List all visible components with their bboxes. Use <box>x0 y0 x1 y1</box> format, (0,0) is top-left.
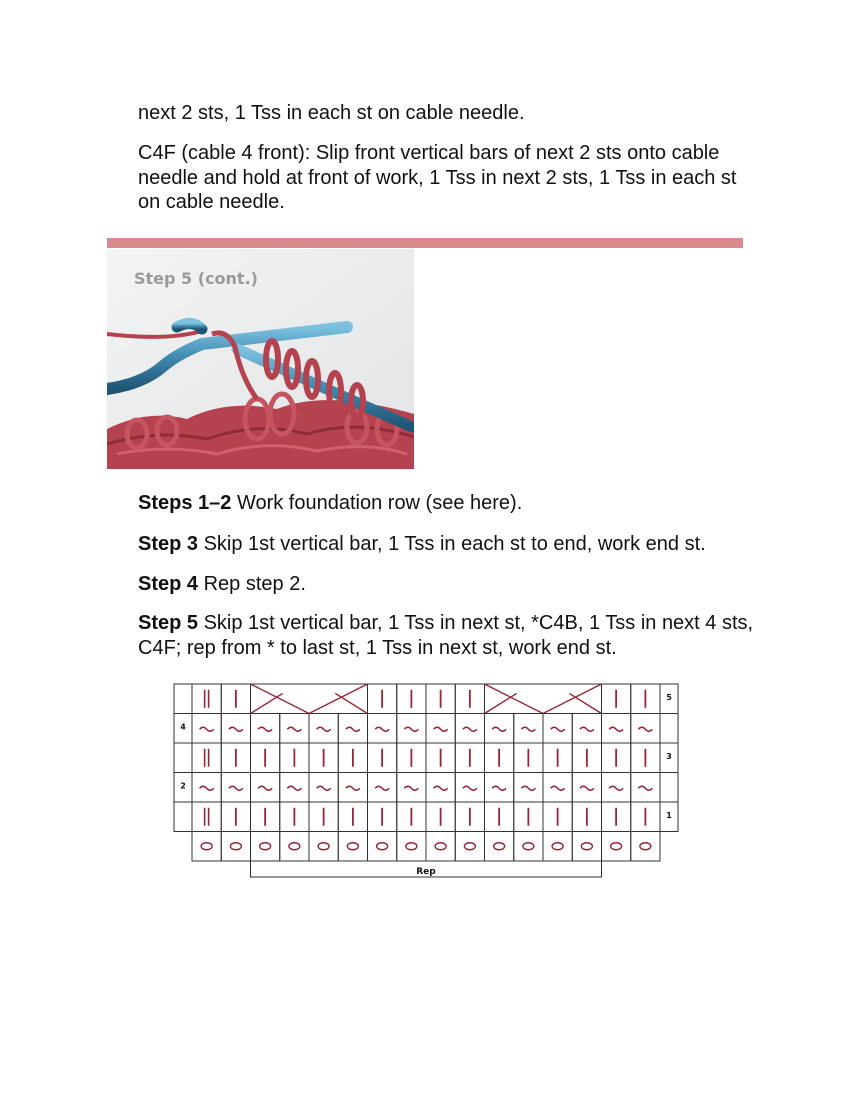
return-pass-symbol <box>404 786 418 790</box>
chain-symbol <box>552 843 563 850</box>
row-number-cell <box>660 773 678 803</box>
chain-symbol <box>464 843 475 850</box>
repeat-label: Rep <box>416 867 436 877</box>
chain-symbol <box>347 843 358 850</box>
chain-symbol <box>581 843 592 850</box>
chain-symbol <box>494 843 505 850</box>
c4b-symbol <box>251 693 283 713</box>
chart-cell <box>192 802 221 832</box>
step-label: Step 3 <box>138 533 199 555</box>
row-number-label: 1 <box>666 811 672 820</box>
chart-cell <box>251 684 368 714</box>
chart-cell <box>192 743 221 773</box>
photo-caption: Step 5 (cont.) <box>134 269 258 288</box>
chart-cell <box>280 832 309 862</box>
return-pass-symbol <box>287 786 301 790</box>
return-pass-symbol <box>346 727 360 731</box>
step-text: Skip 1st vertical bar, 1 Tss in each st to end, work end st. <box>198 533 706 555</box>
return-pass-symbol <box>200 786 214 790</box>
chart-cell <box>221 832 250 862</box>
return-pass-symbol <box>492 786 506 790</box>
c4f-definition: C4F (cable 4 front): Slip front vertical bars of next 2 sts onto cable needle and hold at front of work, 1 Tss in next 2 sts, 1 Tss in each st on cable needle. <box>138 142 737 213</box>
return-pass-symbol <box>229 786 243 790</box>
return-pass-symbol <box>638 786 652 790</box>
chain-symbol <box>406 843 417 850</box>
step-4 <box>138 572 758 597</box>
step-label: Step 4 <box>138 573 199 595</box>
step-1-2 <box>138 491 758 516</box>
return-pass-symbol <box>258 786 272 790</box>
chart-cell <box>514 832 543 862</box>
return-pass-symbol <box>521 727 535 731</box>
chart-cell <box>602 832 631 862</box>
row-number-label: 2 <box>180 781 186 791</box>
row-number-cell <box>174 743 192 773</box>
return-pass-symbol <box>258 727 272 731</box>
chain-symbol <box>230 843 241 850</box>
c4f-symbol <box>485 684 602 714</box>
return-pass-symbol <box>463 727 477 731</box>
return-pass-symbol <box>521 786 535 790</box>
step-5 <box>138 611 758 660</box>
return-pass-symbol <box>317 786 331 790</box>
c4f-symbol <box>569 693 601 713</box>
row-number-label: 3 <box>666 752 672 761</box>
chart-cell <box>192 832 221 862</box>
return-pass-symbol <box>200 727 214 731</box>
return-pass-symbol <box>492 727 506 731</box>
chart-cell <box>572 832 601 862</box>
return-pass-symbol <box>229 727 243 731</box>
row-number-cell <box>660 714 678 744</box>
return-pass-symbol <box>580 786 594 790</box>
step-text: Work foundation row (see here). <box>231 492 523 514</box>
chain-symbol <box>523 843 534 850</box>
return-pass-symbol <box>609 786 623 790</box>
step-text: Rep step 2. <box>198 573 306 595</box>
return-pass-symbol <box>434 786 448 790</box>
chart-cell <box>192 684 221 714</box>
step-text: Skip 1st vertical bar, 1 Tss in next st, *C4B, 1 Tss in next 4 sts, C4F; rep from * to last st, 1 Tss in next st, work end st. <box>138 612 754 659</box>
chain-symbol <box>318 843 329 850</box>
chain-symbol <box>611 843 622 850</box>
chart-cell <box>543 832 572 862</box>
chart-cell <box>251 832 280 862</box>
section-divider <box>107 238 743 248</box>
row-number-label: 5 <box>666 693 672 702</box>
chain-symbol <box>260 843 271 850</box>
chart-cell <box>485 832 514 862</box>
row-number-label: 4 <box>180 722 186 732</box>
return-pass-symbol <box>434 727 448 731</box>
chart-cell <box>309 832 338 862</box>
chart-cell <box>455 832 484 862</box>
return-pass-symbol <box>463 786 477 790</box>
return-pass-symbol <box>404 727 418 731</box>
return-pass-symbol <box>609 727 623 731</box>
return-pass-symbol <box>375 786 389 790</box>
return-pass-symbol <box>638 727 652 731</box>
return-pass-symbol <box>346 786 360 790</box>
chart-cell <box>485 684 602 714</box>
return-pass-symbol <box>317 727 331 731</box>
return-pass-symbol <box>551 786 565 790</box>
return-pass-symbol <box>375 727 389 731</box>
step-photo <box>107 249 414 469</box>
stitch-chart <box>170 680 680 880</box>
chart-cell <box>368 832 397 862</box>
row-number-cell <box>174 684 192 714</box>
chart-cell <box>338 832 367 862</box>
chain-symbol <box>640 843 651 850</box>
row-number-cell <box>174 802 192 832</box>
c4f-symbol <box>485 693 517 713</box>
chart-cell <box>397 832 426 862</box>
step-label: Step 5 <box>138 612 199 634</box>
chain-symbol <box>289 843 300 850</box>
chain-symbol <box>435 843 446 850</box>
return-pass-symbol <box>580 727 594 731</box>
c4b-symbol <box>335 693 367 713</box>
c4b-symbol <box>251 684 368 714</box>
chart-cell <box>631 832 660 862</box>
return-pass-symbol <box>287 727 301 731</box>
chain-symbol <box>201 843 212 850</box>
step-3 <box>138 532 758 557</box>
intro-line: next 2 sts, 1 Tss in each st on cable needle. <box>138 102 525 124</box>
step-label: Steps 1–2 <box>138 492 232 514</box>
return-pass-symbol <box>551 727 565 731</box>
chain-symbol <box>377 843 388 850</box>
chart-cell <box>426 832 455 862</box>
